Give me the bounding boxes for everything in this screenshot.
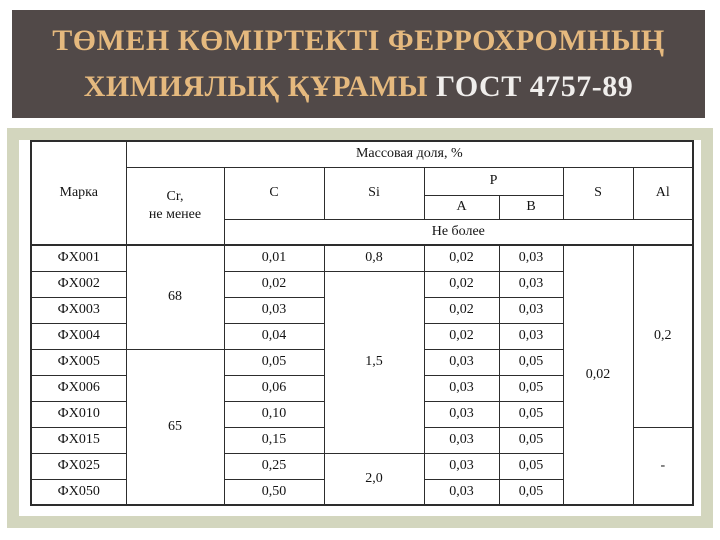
header-row-1: [31, 141, 693, 167]
si-cell: 1,5: [324, 271, 424, 453]
mark-cell: ФХ004: [31, 323, 126, 349]
pb-cell: 0,03: [499, 271, 563, 297]
pb-cell: 0,03: [499, 297, 563, 323]
header-mass-fraction: Массовая доля, %: [126, 141, 693, 167]
mark-cell: ФХ006: [31, 375, 126, 401]
mark-cell: ФХ010: [31, 401, 126, 427]
cr-cell: 68: [126, 245, 224, 349]
c-cell: 0,15: [224, 427, 324, 453]
al-cell: 0,2: [633, 245, 693, 427]
page-title: [12, 18, 705, 111]
mark-cell: ФХ003: [31, 297, 126, 323]
cr-cell: 65: [126, 349, 224, 505]
header-cr-line2: не менее: [148, 206, 202, 222]
table-row: [31, 245, 693, 271]
si-cell: 2,0: [324, 453, 424, 505]
pb-cell: 0,05: [499, 375, 563, 401]
pa-cell: 0,02: [424, 323, 499, 349]
mark-cell: ФХ050: [31, 479, 126, 505]
c-cell: 0,50: [224, 479, 324, 505]
c-cell: 0,25: [224, 453, 324, 479]
header-limit: Не более: [224, 219, 693, 245]
mark-cell: ФХ025: [31, 453, 126, 479]
pa-cell: 0,03: [424, 375, 499, 401]
header-row-2: [31, 167, 693, 195]
pa-cell: 0,02: [424, 245, 499, 271]
s-cell: 0,02: [563, 245, 633, 505]
c-cell: 0,06: [224, 375, 324, 401]
header-al: Al: [633, 167, 693, 219]
pb-cell: 0,05: [499, 349, 563, 375]
pb-cell: 0,03: [499, 323, 563, 349]
c-cell: 0,04: [224, 323, 324, 349]
c-cell: 0,10: [224, 401, 324, 427]
pa-cell: 0,03: [424, 479, 499, 505]
header-cr: [126, 167, 224, 245]
mark-cell: ФХ005: [31, 349, 126, 375]
header-p-b: B: [499, 195, 563, 219]
header-s: S: [563, 167, 633, 219]
header-marka: Марка: [31, 141, 126, 245]
pa-cell: 0,03: [424, 427, 499, 453]
pb-cell: 0,05: [499, 453, 563, 479]
header-p: P: [424, 167, 563, 195]
page-title-accent: ТӨМЕН КӨМІРТЕКТІ ФЕРРОХРОМНЫҢ ХИМИЯЛЫҚ ҚҰРАМЫ: [52, 23, 665, 103]
mark-cell: ФХ002: [31, 271, 126, 297]
mark-cell: ФХ015: [31, 427, 126, 453]
header-cr-line1: Cr,: [166, 188, 184, 204]
page-title-gost: ГОСТ 4757-89: [428, 70, 634, 103]
pb-cell: 0,05: [499, 479, 563, 505]
pb-cell: 0,05: [499, 427, 563, 453]
c-cell: 0,02: [224, 271, 324, 297]
al-cell: -: [633, 427, 693, 505]
pb-cell: 0,05: [499, 401, 563, 427]
mark-cell: ФХ001: [31, 245, 126, 271]
pa-cell: 0,03: [424, 453, 499, 479]
pa-cell: 0,03: [424, 349, 499, 375]
chemical-composition-table: [30, 140, 694, 506]
pb-cell: 0,03: [499, 245, 563, 271]
c-cell: 0,01: [224, 245, 324, 271]
pa-cell: 0,02: [424, 297, 499, 323]
c-cell: 0,05: [224, 349, 324, 375]
header-si: Si: [324, 167, 424, 219]
pa-cell: 0,02: [424, 271, 499, 297]
si-cell: 0,8: [324, 245, 424, 271]
slide-title-bar: [12, 10, 705, 118]
header-c: C: [224, 167, 324, 219]
c-cell: 0,03: [224, 297, 324, 323]
pa-cell: 0,03: [424, 401, 499, 427]
header-p-a: A: [424, 195, 499, 219]
